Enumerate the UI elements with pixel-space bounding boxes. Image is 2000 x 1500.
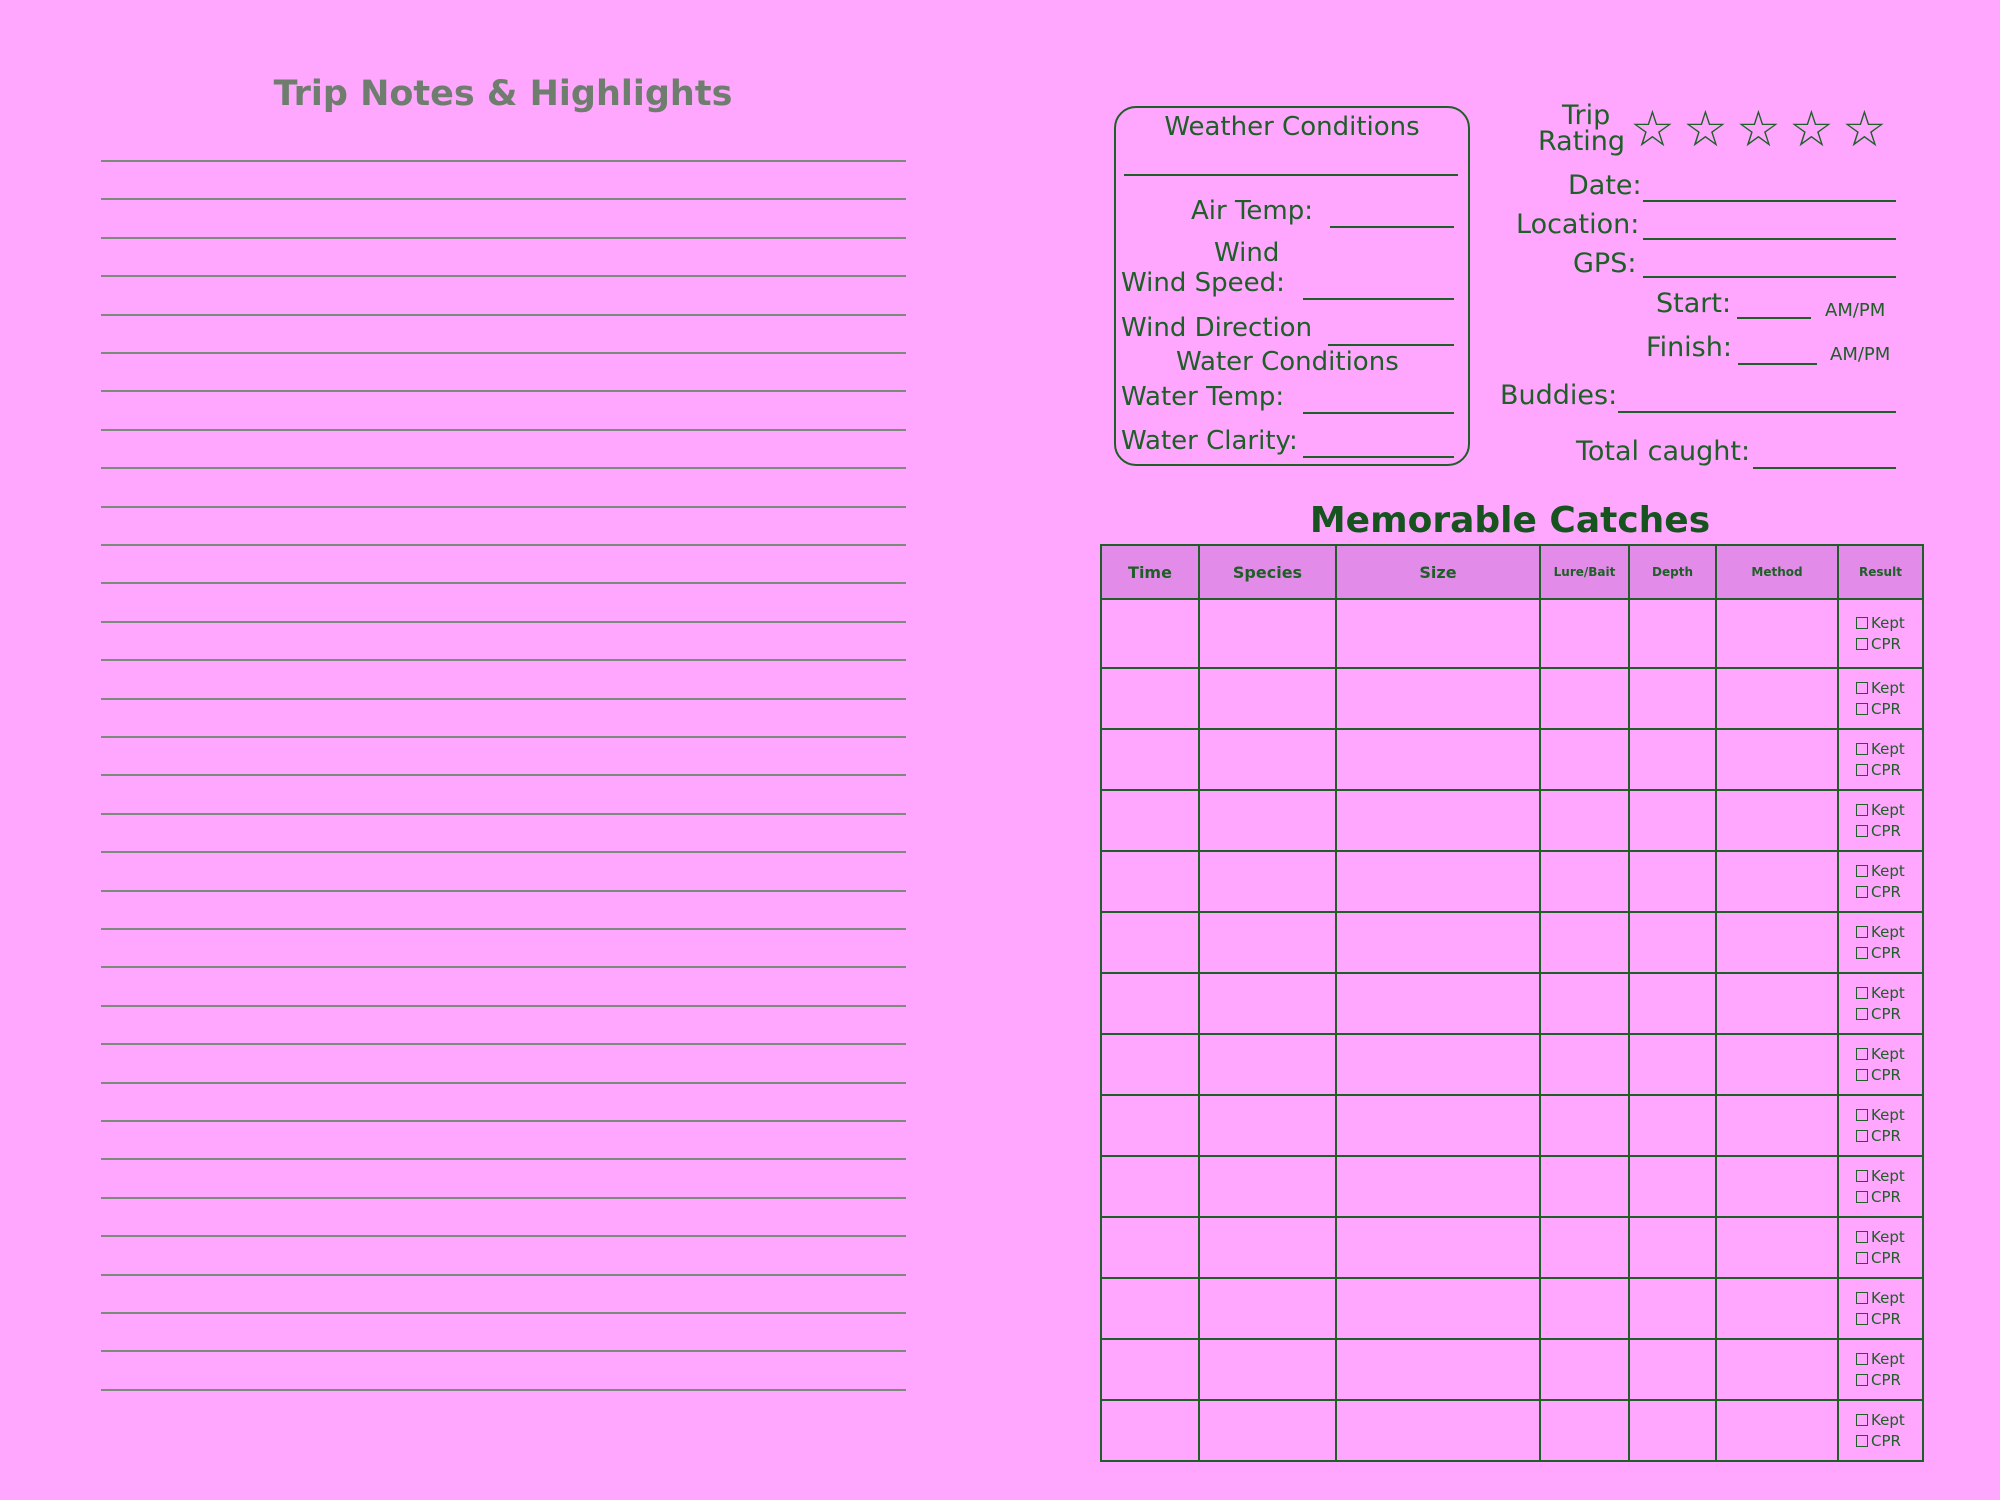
table-cell-species[interactable] [1199,599,1336,668]
weather-conditions-box [1114,106,1470,466]
note-line[interactable] [101,928,906,930]
table-cell-lure-bait[interactable] [1540,851,1629,912]
result-cell [1838,1400,1923,1461]
result-cell [1838,1278,1923,1339]
table-cell-size[interactable] [1336,1400,1540,1461]
table-row [1101,790,1923,851]
checkbox-icon[interactable] [1856,743,1868,755]
cpr-label: CPR [1871,1187,1901,1206]
table-cell-method[interactable] [1716,1034,1838,1095]
result-cell [1838,1217,1923,1278]
note-line[interactable] [101,198,906,200]
finish-ampm: AM/PM [1830,344,1891,365]
kept-checkbox[interactable] [1839,861,1922,882]
checkbox-icon[interactable] [1856,1374,1868,1386]
table-cell-depth[interactable] [1629,790,1716,851]
table-cell-time[interactable] [1101,1095,1199,1156]
table-cell-method[interactable] [1716,729,1838,790]
note-line[interactable] [101,1235,906,1237]
note-line[interactable] [101,429,906,431]
location-label: Location: [1516,209,1640,240]
kept-label: Kept [1871,983,1905,1002]
table-cell-time[interactable] [1101,668,1199,729]
table-row [1101,1400,1923,1461]
checkbox-icon[interactable] [1856,1231,1868,1243]
memorable-catches-title: Memorable Catches [1309,500,1711,541]
result-cell [1838,973,1923,1034]
note-line[interactable] [101,966,906,968]
table-cell-method[interactable] [1716,1339,1838,1400]
table-cell-method[interactable] [1716,1095,1838,1156]
cpr-checkbox[interactable] [1839,1187,1922,1208]
table-header-row [1101,545,1923,599]
result-cell [1838,912,1923,973]
table-cell-species[interactable] [1199,1156,1336,1217]
table-cell-depth[interactable] [1629,668,1716,729]
cpr-checkbox[interactable] [1839,1248,1922,1269]
total-caught-label: Total caught: [1576,436,1751,467]
table-cell-species[interactable] [1199,1278,1336,1339]
checkbox-icon[interactable] [1856,617,1868,629]
result-cell [1838,668,1923,729]
checkbox-icon[interactable] [1856,1191,1868,1203]
table-cell-size[interactable] [1336,1339,1540,1400]
table-cell-lure-bait[interactable] [1540,790,1629,851]
cpr-checkbox[interactable] [1839,699,1922,720]
note-line[interactable] [101,390,906,392]
checkbox-icon[interactable] [1856,638,1868,650]
table-cell-depth[interactable] [1629,1034,1716,1095]
checkbox-icon[interactable] [1856,804,1868,816]
water-temp-field[interactable] [1303,412,1454,414]
table-cell-time[interactable] [1101,973,1199,1034]
table-cell-species[interactable] [1199,790,1336,851]
rating-star-icon[interactable]: ☆ [1736,100,1781,158]
weather-title-underline [1124,174,1458,176]
kept-label: Kept [1871,613,1905,632]
checkbox-icon[interactable] [1856,764,1868,776]
cpr-checkbox[interactable] [1839,821,1922,842]
table-row [1101,1095,1923,1156]
table-cell-lure-bait[interactable] [1540,668,1629,729]
total-caught-field[interactable] [1753,467,1896,469]
result-cell [1838,1095,1923,1156]
buddies-field[interactable] [1618,411,1896,413]
note-line[interactable] [101,160,906,162]
table-row [1101,729,1923,790]
weather-title: Weather Conditions [1164,112,1420,142]
table-cell-time[interactable] [1101,1278,1199,1339]
table-cell-time[interactable] [1101,1034,1199,1095]
table-cell-method[interactable] [1716,599,1838,668]
kept-checkbox[interactable] [1839,983,1922,1004]
cpr-label: CPR [1871,821,1901,840]
note-line[interactable] [101,237,906,239]
gps-field[interactable] [1643,276,1896,278]
memorable-catches-table [1100,544,1924,1462]
table-cell-depth[interactable] [1629,599,1716,668]
kept-checkbox[interactable] [1839,1166,1922,1187]
table-row [1101,668,1923,729]
table-cell-species[interactable] [1199,973,1336,1034]
table-row [1101,1278,1923,1339]
table-cell-lure-bait[interactable] [1540,729,1629,790]
cpr-checkbox[interactable] [1839,882,1922,903]
cpr-label: CPR [1871,1065,1901,1084]
kept-label: Kept [1871,678,1905,697]
cpr-label: CPR [1871,634,1901,653]
checkbox-icon[interactable] [1856,825,1868,837]
kept-label: Kept [1871,1166,1905,1185]
table-cell-size[interactable] [1336,1095,1540,1156]
finish-field[interactable] [1738,363,1817,365]
checkbox-icon[interactable] [1856,1170,1868,1182]
water-clarity-field[interactable] [1303,456,1454,458]
table-cell-time[interactable] [1101,851,1199,912]
cpr-label: CPR [1871,1248,1901,1267]
col-time: Time [1101,545,1199,599]
note-line[interactable] [101,1158,906,1160]
start-field[interactable] [1737,317,1811,319]
wind-heading: Wind [1214,238,1280,268]
table-cell-species[interactable] [1199,851,1336,912]
start-label: Start: [1656,288,1732,319]
note-line[interactable] [101,1389,906,1391]
table-cell-method[interactable] [1716,851,1838,912]
kept-checkbox[interactable] [1839,1105,1922,1126]
table-cell-lure-bait[interactable] [1540,1400,1629,1461]
table-cell-depth[interactable] [1629,1339,1716,1400]
table-cell-time[interactable] [1101,599,1199,668]
note-line[interactable] [101,582,906,584]
checkbox-icon[interactable] [1856,947,1868,959]
checkbox-icon[interactable] [1856,926,1868,938]
cpr-checkbox[interactable] [1839,1126,1922,1147]
checkbox-icon[interactable] [1856,1109,1868,1121]
cpr-label: CPR [1871,882,1901,901]
table-cell-species[interactable] [1199,668,1336,729]
result-cell [1838,851,1923,912]
kept-label: Kept [1871,1105,1905,1124]
table-cell-species[interactable] [1199,1217,1336,1278]
date-field[interactable] [1643,200,1896,202]
note-line[interactable] [101,467,906,469]
table-cell-lure-bait[interactable] [1540,1217,1629,1278]
table-cell-size[interactable] [1336,1217,1540,1278]
cpr-label: CPR [1871,1370,1901,1389]
table-cell-lure-bait[interactable] [1540,1095,1629,1156]
table-cell-depth[interactable] [1629,729,1716,790]
water-temp-label: Water Temp: [1121,382,1285,412]
table-cell-species[interactable] [1199,1095,1336,1156]
table-cell-method[interactable] [1716,668,1838,729]
kept-label: Kept [1871,739,1905,758]
note-line[interactable] [101,1197,906,1199]
cpr-checkbox[interactable] [1839,1004,1922,1025]
result-cell [1838,1339,1923,1400]
kept-checkbox[interactable] [1839,1410,1922,1431]
table-cell-size[interactable] [1336,912,1540,973]
col-result: Result [1838,545,1923,599]
note-line[interactable] [101,621,906,623]
cpr-label: CPR [1871,760,1901,779]
checkbox-icon[interactable] [1856,1435,1868,1447]
note-line[interactable] [101,1005,906,1007]
cpr-checkbox[interactable] [1839,1065,1922,1086]
gps-label: GPS: [1573,248,1637,279]
table-cell-time[interactable] [1101,912,1199,973]
table-cell-lure-bait[interactable] [1540,1034,1629,1095]
cpr-label: CPR [1871,943,1901,962]
table-row [1101,599,1923,668]
note-line[interactable] [101,544,906,546]
checkbox-icon[interactable] [1856,1252,1868,1264]
table-cell-time[interactable] [1101,1400,1199,1461]
kept-checkbox[interactable] [1839,739,1922,760]
col-size: Size [1336,545,1540,599]
buddies-label: Buddies: [1500,380,1618,411]
cpr-label: CPR [1871,699,1901,718]
trip-rating-label-2: Rating [1538,126,1626,157]
table-cell-lure-bait[interactable] [1540,1278,1629,1339]
table-cell-size[interactable] [1336,790,1540,851]
kept-label: Kept [1871,800,1905,819]
table-cell-time[interactable] [1101,1156,1199,1217]
wind-direction-field[interactable] [1328,344,1454,346]
checkbox-icon[interactable] [1856,865,1868,877]
note-line[interactable] [101,1120,906,1122]
result-cell [1838,599,1923,668]
note-line[interactable] [101,1350,906,1352]
kept-label: Kept [1871,1288,1905,1307]
table-cell-size[interactable] [1336,668,1540,729]
cpr-checkbox[interactable] [1839,943,1922,964]
table-cell-method[interactable] [1716,1156,1838,1217]
kept-label: Kept [1871,861,1905,880]
table-cell-method[interactable] [1716,790,1838,851]
table-cell-depth[interactable] [1629,851,1716,912]
table-row [1101,1156,1923,1217]
note-line[interactable] [101,275,906,277]
table-cell-depth[interactable] [1629,1278,1716,1339]
cpr-checkbox[interactable] [1839,760,1922,781]
table-cell-time[interactable] [1101,729,1199,790]
table-cell-size[interactable] [1336,1034,1540,1095]
cpr-label: CPR [1871,1431,1901,1450]
rating-star-icon[interactable]: ☆ [1842,100,1887,158]
table-cell-species[interactable] [1199,912,1336,973]
air-temp-label: Air Temp: [1191,196,1314,226]
table-cell-method[interactable] [1716,1400,1838,1461]
checkbox-icon[interactable] [1856,1353,1868,1365]
note-line[interactable] [101,890,906,892]
air-temp-field[interactable] [1330,226,1454,228]
table-cell-species[interactable] [1199,729,1336,790]
note-line[interactable] [101,659,906,661]
table-cell-lure-bait[interactable] [1540,973,1629,1034]
table-row [1101,851,1923,912]
checkbox-icon[interactable] [1856,987,1868,999]
note-line[interactable] [101,1312,906,1314]
rating-star-icon[interactable]: ☆ [1789,100,1834,158]
kept-label: Kept [1871,1410,1905,1429]
checkbox-icon[interactable] [1856,1130,1868,1142]
result-cell [1838,729,1923,790]
table-cell-time[interactable] [1101,790,1199,851]
checkbox-icon[interactable] [1856,1313,1868,1325]
checkbox-icon[interactable] [1856,1414,1868,1426]
table-row [1101,1034,1923,1095]
result-cell [1838,1156,1923,1217]
col-lure-bait: Lure/Bait [1540,545,1629,599]
table-cell-size[interactable] [1336,599,1540,668]
notes-title: Trip Notes & Highlights [273,74,733,114]
table-cell-depth[interactable] [1629,1156,1716,1217]
water-heading: Water Conditions [1176,347,1399,377]
checkbox-icon[interactable] [1856,1008,1868,1020]
kept-label: Kept [1871,1227,1905,1246]
checkbox-icon[interactable] [1856,1048,1868,1060]
result-cell [1838,790,1923,851]
col-species: Species [1199,545,1336,599]
note-line[interactable] [101,736,906,738]
checkbox-icon[interactable] [1856,1069,1868,1081]
note-line[interactable] [101,1082,906,1084]
table-cell-time[interactable] [1101,1217,1199,1278]
start-ampm: AM/PM [1825,300,1886,321]
table-cell-method[interactable] [1716,1278,1838,1339]
note-line[interactable] [101,1043,906,1045]
note-line[interactable] [101,352,906,354]
cpr-label: CPR [1871,1126,1901,1145]
note-line[interactable] [101,314,906,316]
col-depth: Depth [1629,545,1716,599]
checkbox-icon[interactable] [1856,682,1868,694]
note-line[interactable] [101,698,906,700]
kept-label: Kept [1871,1044,1905,1063]
cpr-checkbox[interactable] [1839,1431,1922,1452]
table-cell-depth[interactable] [1629,1400,1716,1461]
table-cell-depth[interactable] [1629,912,1716,973]
trip-rating-label-1: Trip [1562,100,1611,131]
kept-checkbox[interactable] [1839,922,1922,943]
note-line[interactable] [101,851,906,853]
table-cell-size[interactable] [1336,973,1540,1034]
result-cell [1838,1034,1923,1095]
table-row [1101,1339,1923,1400]
note-line[interactable] [101,506,906,508]
location-field[interactable] [1643,238,1896,240]
table-cell-size[interactable] [1336,729,1540,790]
cpr-label: CPR [1871,1004,1901,1023]
table-cell-size[interactable] [1336,851,1540,912]
col-method: Method [1716,545,1838,599]
table-row [1101,1217,1923,1278]
table-cell-species[interactable] [1199,1400,1336,1461]
table-cell-time[interactable] [1101,1339,1199,1400]
rating-star-icon[interactable]: ☆ [1683,100,1728,158]
kept-checkbox[interactable] [1839,1044,1922,1065]
wind-speed-label: Wind Speed: [1121,268,1285,298]
table-cell-size[interactable] [1336,1278,1540,1339]
checkbox-icon[interactable] [1856,1292,1868,1304]
checkbox-icon[interactable] [1856,886,1868,898]
kept-checkbox[interactable] [1839,800,1922,821]
table-row [1101,912,1923,973]
kept-label: Kept [1871,922,1905,941]
kept-checkbox[interactable] [1839,1349,1922,1370]
cpr-checkbox[interactable] [1839,634,1922,655]
table-cell-method[interactable] [1716,973,1838,1034]
kept-checkbox[interactable] [1839,613,1922,634]
table-cell-species[interactable] [1199,1034,1336,1095]
table-cell-lure-bait[interactable] [1540,599,1629,668]
table-cell-method[interactable] [1716,1217,1838,1278]
cpr-label: CPR [1871,1309,1901,1328]
table-cell-size[interactable] [1336,1156,1540,1217]
cpr-checkbox[interactable] [1839,1370,1922,1391]
wind-speed-field[interactable] [1303,298,1454,300]
table-cell-depth[interactable] [1629,1095,1716,1156]
table-cell-method[interactable] [1716,912,1838,973]
kept-label: Kept [1871,1349,1905,1368]
table-cell-lure-bait[interactable] [1540,1156,1629,1217]
note-line[interactable] [101,813,906,815]
note-line[interactable] [101,1274,906,1276]
kept-checkbox[interactable] [1839,678,1922,699]
table-cell-lure-bait[interactable] [1540,1339,1629,1400]
note-line[interactable] [101,774,906,776]
table-cell-lure-bait[interactable] [1540,912,1629,973]
table-cell-depth[interactable] [1629,973,1716,1034]
kept-checkbox[interactable] [1839,1227,1922,1248]
table-cell-species[interactable] [1199,1339,1336,1400]
finish-label: Finish: [1646,332,1732,363]
rating-star-icon[interactable]: ☆ [1630,100,1675,158]
date-label: Date: [1568,170,1642,201]
wind-direction-label: Wind Direction [1121,313,1313,343]
table-row [1101,973,1923,1034]
water-clarity-label: Water Clarity: [1121,426,1298,456]
cpr-checkbox[interactable] [1839,1309,1922,1330]
kept-checkbox[interactable] [1839,1288,1922,1309]
checkbox-icon[interactable] [1856,703,1868,715]
table-cell-depth[interactable] [1629,1217,1716,1278]
